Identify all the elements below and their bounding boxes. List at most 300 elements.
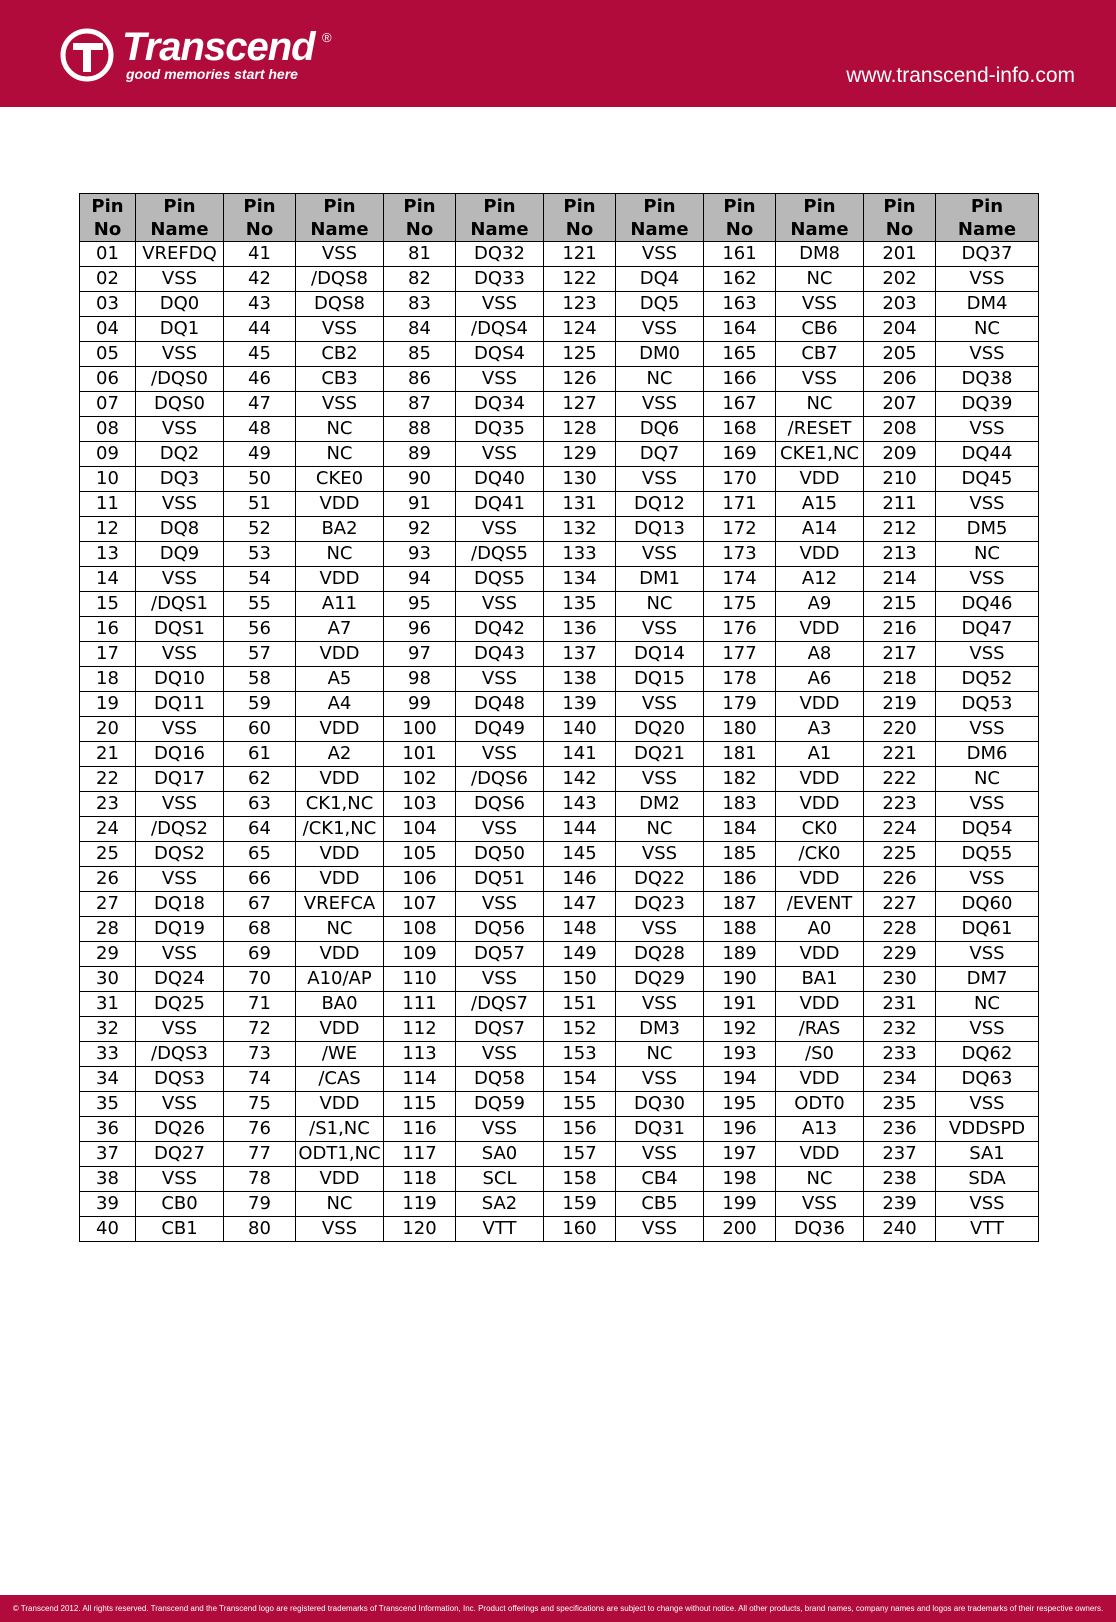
pin-name-cell: VDD — [296, 1167, 384, 1192]
pin-name-cell: VSS — [296, 1217, 384, 1242]
pin-number-cell: 116 — [384, 1117, 456, 1142]
table-row — [80, 1167, 1039, 1192]
pin-number-cell: 136 — [544, 617, 616, 642]
pin-number-cell: 149 — [544, 942, 616, 967]
registered-mark: ® — [322, 30, 332, 45]
pin-name-cell: DQ11 — [136, 692, 224, 717]
header-pin-no-line1: Pin — [563, 195, 596, 217]
pin-number-cell: 191 — [704, 992, 776, 1017]
pin-number-cell: 140 — [544, 717, 616, 742]
pin-name-cell: VREFDQ — [136, 242, 224, 267]
pin-number-cell: 230 — [864, 967, 936, 992]
pin-name-cell: /DQS3 — [136, 1042, 224, 1067]
pin-name-cell: VDD — [296, 767, 384, 792]
pin-number-cell: 52 — [224, 517, 296, 542]
header-pin-no-line1: Pin — [883, 195, 916, 217]
pin-number-cell: 234 — [864, 1067, 936, 1092]
table-row — [80, 542, 1039, 567]
pin-name-cell: DQ34 — [456, 392, 544, 417]
pin-number-cell: 46 — [224, 367, 296, 392]
pin-name-cell: VSS — [136, 1017, 224, 1042]
pin-name-cell: CKE0 — [296, 467, 384, 492]
pin-name-cell: DQ37 — [936, 242, 1039, 267]
header-pin-no — [384, 194, 456, 242]
table-row — [80, 1217, 1039, 1242]
pin-number-cell: 137 — [544, 642, 616, 667]
pin-name-cell: /DQS1 — [136, 592, 224, 617]
pin-number-cell: 143 — [544, 792, 616, 817]
header-pin-no-line2: No — [405, 218, 434, 240]
pin-number-cell: 92 — [384, 517, 456, 542]
pin-number-cell: 45 — [224, 342, 296, 367]
table-row — [80, 1042, 1039, 1067]
pin-number-cell: 164 — [704, 317, 776, 342]
pin-number-cell: 146 — [544, 867, 616, 892]
pin-name-cell: VDD — [296, 492, 384, 517]
pin-name-cell: VDD — [776, 692, 864, 717]
pin-name-cell: DQ5 — [616, 292, 704, 317]
pin-name-cell: VSS — [456, 292, 544, 317]
header-pin-name-line2: Name — [957, 218, 1017, 240]
pin-name-cell: DQ61 — [936, 917, 1039, 942]
pin-name-cell: CKE1,NC — [776, 442, 864, 467]
header-pin-no-line2: No — [245, 218, 274, 240]
pin-number-cell: 19 — [80, 692, 136, 717]
pin-number-cell: 210 — [864, 467, 936, 492]
pin-number-cell: 145 — [544, 842, 616, 867]
header-pin-name — [616, 194, 704, 242]
pin-name-cell: DQ17 — [136, 767, 224, 792]
pin-name-cell: VSS — [456, 742, 544, 767]
pin-number-cell: 129 — [544, 442, 616, 467]
pin-number-cell: 40 — [80, 1217, 136, 1242]
table-row — [80, 367, 1039, 392]
pin-number-cell: 125 — [544, 342, 616, 367]
pin-name-cell: DQ22 — [616, 867, 704, 892]
pin-name-cell: VSS — [296, 242, 384, 267]
footer-copyright: © Transcend 2012. All rights reserved. Transcend and the Transcend logo are registered trademarks of Transcend Information, Inc. Product offerings and specifications are subject to change without notice. All other products, brand names, company names and logos are trademarks of their respective owners. — [0, 1595, 1116, 1622]
pin-number-cell: 219 — [864, 692, 936, 717]
pin-number-cell: 05 — [80, 342, 136, 367]
pin-number-cell: 44 — [224, 317, 296, 342]
website-url[interactable]: www.transcend-info.com — [846, 64, 1075, 87]
table-row — [80, 692, 1039, 717]
pin-number-cell: 147 — [544, 892, 616, 917]
pin-number-cell: 208 — [864, 417, 936, 442]
pin-name-cell: A9 — [776, 592, 864, 617]
pin-number-cell: 86 — [384, 367, 456, 392]
pin-name-cell: VSS — [616, 767, 704, 792]
pin-name-cell: VSS — [136, 942, 224, 967]
header-pin-name — [456, 194, 544, 242]
pin-number-cell: 211 — [864, 492, 936, 517]
pin-name-cell: DM7 — [936, 967, 1039, 992]
pin-name-cell: VSS — [936, 267, 1039, 292]
pin-name-cell: DQ23 — [616, 892, 704, 917]
pin-number-cell: 144 — [544, 817, 616, 842]
pin-number-cell: 64 — [224, 817, 296, 842]
pin-number-cell: 202 — [864, 267, 936, 292]
pin-name-cell: VSS — [136, 792, 224, 817]
pin-number-cell: 142 — [544, 767, 616, 792]
pin-number-cell: 169 — [704, 442, 776, 467]
table-row — [80, 242, 1039, 267]
pin-number-cell: 200 — [704, 1217, 776, 1242]
pin-number-cell: 51 — [224, 492, 296, 517]
table-row — [80, 792, 1039, 817]
pin-number-cell: 183 — [704, 792, 776, 817]
pin-name-cell: VDD — [296, 1017, 384, 1042]
pin-number-cell: 135 — [544, 592, 616, 617]
pin-name-cell: CK0 — [776, 817, 864, 842]
pin-name-cell: DQ55 — [936, 842, 1039, 867]
pin-number-cell: 55 — [224, 592, 296, 617]
pin-number-cell: 65 — [224, 842, 296, 867]
pin-number-cell: 178 — [704, 667, 776, 692]
pin-name-cell: VSS — [136, 717, 224, 742]
pin-name-cell: NC — [296, 417, 384, 442]
pin-number-cell: 20 — [80, 717, 136, 742]
pin-name-cell: VSS — [616, 842, 704, 867]
pin-name-cell: ODT1,NC — [296, 1142, 384, 1167]
pin-number-cell: 89 — [384, 442, 456, 467]
table-row — [80, 1092, 1039, 1117]
pin-number-cell: 71 — [224, 992, 296, 1017]
pin-name-cell: /DQS6 — [456, 767, 544, 792]
pin-name-cell: /DQS7 — [456, 992, 544, 1017]
pin-number-cell: 120 — [384, 1217, 456, 1242]
pin-name-cell: NC — [776, 1167, 864, 1192]
pin-number-cell: 127 — [544, 392, 616, 417]
pin-name-cell: VSS — [936, 492, 1039, 517]
pin-number-cell: 130 — [544, 467, 616, 492]
table-row — [80, 517, 1039, 542]
pin-number-cell: 97 — [384, 642, 456, 667]
pin-name-cell: DQ20 — [616, 717, 704, 742]
pin-name-cell: NC — [616, 817, 704, 842]
header-pin-no — [864, 194, 936, 242]
pin-name-cell: VSS — [616, 542, 704, 567]
pin-number-cell: 106 — [384, 867, 456, 892]
header-pin-name-line1: Pin — [483, 195, 516, 217]
pin-number-cell: 184 — [704, 817, 776, 842]
pin-number-cell: 07 — [80, 392, 136, 417]
table-row — [80, 342, 1039, 367]
pin-number-cell: 152 — [544, 1017, 616, 1042]
table-row — [80, 392, 1039, 417]
pin-name-cell: DQ1 — [136, 317, 224, 342]
pin-number-cell: 155 — [544, 1092, 616, 1117]
table-row — [80, 1192, 1039, 1217]
pin-number-cell: 236 — [864, 1117, 936, 1142]
pin-number-cell: 171 — [704, 492, 776, 517]
pin-number-cell: 215 — [864, 592, 936, 617]
pin-number-cell: 177 — [704, 642, 776, 667]
pin-number-cell: 87 — [384, 392, 456, 417]
pin-name-cell: DQ4 — [616, 267, 704, 292]
pin-number-cell: 188 — [704, 917, 776, 942]
pin-name-cell: DQ35 — [456, 417, 544, 442]
pin-name-cell: DQ30 — [616, 1092, 704, 1117]
pin-name-cell: A5 — [296, 667, 384, 692]
pin-name-cell: VSS — [136, 867, 224, 892]
header-pin-name-line2: Name — [470, 218, 529, 240]
table-row — [80, 942, 1039, 967]
pin-number-cell: 79 — [224, 1192, 296, 1217]
pin-name-cell: CB5 — [616, 1192, 704, 1217]
pin-name-cell: DQ36 — [776, 1217, 864, 1242]
table-row — [80, 1117, 1039, 1142]
pin-number-cell: 179 — [704, 692, 776, 717]
table-row — [80, 292, 1039, 317]
pin-number-cell: 16 — [80, 617, 136, 642]
pin-name-cell: /CK1,NC — [296, 817, 384, 842]
pin-name-cell: BA2 — [296, 517, 384, 542]
pin-name-cell: DQ31 — [616, 1117, 704, 1142]
pin-name-cell: DQ24 — [136, 967, 224, 992]
pin-number-cell: 85 — [384, 342, 456, 367]
pin-number-cell: 165 — [704, 342, 776, 367]
pin-number-cell: 170 — [704, 467, 776, 492]
pin-number-cell: 182 — [704, 767, 776, 792]
pin-number-cell: 111 — [384, 992, 456, 1017]
pin-name-cell: DQ9 — [136, 542, 224, 567]
pin-number-cell: 118 — [384, 1167, 456, 1192]
pin-name-cell: DM8 — [776, 242, 864, 267]
pin-name-cell: /EVENT — [776, 892, 864, 917]
pin-name-cell: CB7 — [776, 342, 864, 367]
pin-name-cell: VDD — [296, 842, 384, 867]
pin-name-cell: NC — [936, 542, 1039, 567]
pin-name-cell: DQ45 — [936, 467, 1039, 492]
pin-number-cell: 69 — [224, 942, 296, 967]
pin-number-cell: 214 — [864, 567, 936, 592]
pin-name-cell: VSS — [136, 417, 224, 442]
pin-number-cell: 161 — [704, 242, 776, 267]
pin-number-cell: 232 — [864, 1017, 936, 1042]
pin-name-cell: DQ32 — [456, 242, 544, 267]
pin-name-cell: VSS — [936, 1092, 1039, 1117]
pin-number-cell: 166 — [704, 367, 776, 392]
pin-number-cell: 60 — [224, 717, 296, 742]
pin-number-cell: 175 — [704, 592, 776, 617]
header-pin-no-line2: No — [885, 218, 914, 240]
pin-number-cell: 115 — [384, 1092, 456, 1117]
pin-number-cell: 67 — [224, 892, 296, 917]
pin-number-cell: 235 — [864, 1092, 936, 1117]
pin-name-cell: DQ46 — [936, 592, 1039, 617]
pin-name-cell: DQ38 — [936, 367, 1039, 392]
pin-name-cell: VDD — [296, 1092, 384, 1117]
pin-number-cell: 206 — [864, 367, 936, 392]
pin-number-cell: 83 — [384, 292, 456, 317]
header-pin-name-line1: Pin — [323, 195, 356, 217]
pin-name-cell: DQ50 — [456, 842, 544, 867]
pin-name-cell: VSS — [136, 642, 224, 667]
pin-number-cell: 96 — [384, 617, 456, 642]
pin-number-cell: 68 — [224, 917, 296, 942]
pin-name-cell: VSS — [136, 1167, 224, 1192]
pin-name-cell: /DQS4 — [456, 317, 544, 342]
pin-name-cell: DQ28 — [616, 942, 704, 967]
pin-number-cell: 94 — [384, 567, 456, 592]
pin-number-cell: 122 — [544, 267, 616, 292]
pin-name-cell: DQ63 — [936, 1067, 1039, 1092]
pin-number-cell: 100 — [384, 717, 456, 742]
pin-name-cell: VDD — [296, 867, 384, 892]
pin-name-cell: DQ8 — [136, 517, 224, 542]
pin-name-cell: VDD — [776, 942, 864, 967]
pin-number-cell: 233 — [864, 1042, 936, 1067]
pin-name-cell: VDD — [296, 642, 384, 667]
pin-name-cell: VSS — [936, 342, 1039, 367]
pin-number-cell: 42 — [224, 267, 296, 292]
pin-number-cell: 38 — [80, 1167, 136, 1192]
header-pin-name-line2: Name — [150, 218, 209, 240]
pin-number-cell: 88 — [384, 417, 456, 442]
pin-name-cell: VSS — [136, 567, 224, 592]
pin-name-cell: VSS — [776, 292, 864, 317]
pin-name-cell: VDD — [776, 617, 864, 642]
pin-name-cell: VDD — [776, 1142, 864, 1167]
pin-name-cell: VSS — [616, 1067, 704, 1092]
pin-number-cell: 201 — [864, 242, 936, 267]
pin-number-cell: 08 — [80, 417, 136, 442]
pin-name-cell: VDD — [776, 867, 864, 892]
header-pin-no-line2: No — [93, 218, 122, 240]
pin-name-cell: NC — [616, 367, 704, 392]
pin-name-cell: VSS — [296, 317, 384, 342]
pin-name-cell: DQ18 — [136, 892, 224, 917]
pin-name-cell: NC — [616, 1042, 704, 1067]
pin-number-cell: 107 — [384, 892, 456, 917]
pin-name-cell: DQ15 — [616, 667, 704, 692]
pin-number-cell: 185 — [704, 842, 776, 867]
pin-name-cell: NC — [936, 767, 1039, 792]
pin-name-cell: A12 — [776, 567, 864, 592]
pin-number-cell: 205 — [864, 342, 936, 367]
pin-number-cell: 121 — [544, 242, 616, 267]
pin-name-cell: SA1 — [936, 1142, 1039, 1167]
pin-name-cell: VSS — [456, 367, 544, 392]
pin-name-cell: /DQS8 — [296, 267, 384, 292]
pin-number-cell: 91 — [384, 492, 456, 517]
pin-name-cell: A1 — [776, 742, 864, 767]
pin-name-cell: DQ21 — [616, 742, 704, 767]
pin-name-cell: VDD — [296, 717, 384, 742]
pin-name-cell: DQ60 — [936, 892, 1039, 917]
pin-name-cell: VSS — [456, 892, 544, 917]
pin-number-cell: 66 — [224, 867, 296, 892]
pin-name-cell: VSS — [456, 442, 544, 467]
header-pin-no — [544, 194, 616, 242]
pin-number-cell: 108 — [384, 917, 456, 942]
pin-number-cell: 95 — [384, 592, 456, 617]
pin-number-cell: 06 — [80, 367, 136, 392]
header-pin-no-line2: No — [725, 218, 754, 240]
pin-number-cell: 24 — [80, 817, 136, 842]
pin-name-cell: VSS — [616, 917, 704, 942]
table-row — [80, 892, 1039, 917]
pin-number-cell: 80 — [224, 1217, 296, 1242]
pin-number-cell: 141 — [544, 742, 616, 767]
pin-name-cell: VDD — [776, 767, 864, 792]
pin-number-cell: 158 — [544, 1167, 616, 1192]
pin-number-cell: 12 — [80, 517, 136, 542]
pin-name-cell: VSS — [136, 492, 224, 517]
pin-name-cell: CB4 — [616, 1167, 704, 1192]
pin-name-cell: VSS — [776, 1192, 864, 1217]
pin-name-cell: DQ41 — [456, 492, 544, 517]
pin-name-cell: SA0 — [456, 1142, 544, 1167]
pin-number-cell: 59 — [224, 692, 296, 717]
pin-name-cell: A7 — [296, 617, 384, 642]
pin-number-cell: 216 — [864, 617, 936, 642]
pin-number-cell: 36 — [80, 1117, 136, 1142]
pin-name-cell: A2 — [296, 742, 384, 767]
pin-name-cell: DQ39 — [936, 392, 1039, 417]
table-row — [80, 917, 1039, 942]
pin-number-cell: 218 — [864, 667, 936, 692]
pin-name-cell: VSS — [936, 642, 1039, 667]
pin-number-cell: 98 — [384, 667, 456, 692]
pin-number-cell: 195 — [704, 1092, 776, 1117]
pin-name-cell: CB6 — [776, 317, 864, 342]
pin-number-cell: 31 — [80, 992, 136, 1017]
table-row — [80, 717, 1039, 742]
pin-number-cell: 212 — [864, 517, 936, 542]
pin-number-cell: 190 — [704, 967, 776, 992]
pin-number-cell: 221 — [864, 742, 936, 767]
pin-name-cell: VSS — [296, 392, 384, 417]
pin-name-cell: VSS — [616, 467, 704, 492]
pin-number-cell: 133 — [544, 542, 616, 567]
pin-name-cell: DQ48 — [456, 692, 544, 717]
pin-name-cell: SDA — [936, 1167, 1039, 1192]
pin-name-cell: DQ29 — [616, 967, 704, 992]
pin-name-cell: A11 — [296, 592, 384, 617]
table-row — [80, 317, 1039, 342]
pin-name-cell: DQ43 — [456, 642, 544, 667]
header-pin-name-line2: Name — [790, 218, 849, 240]
table-row — [80, 617, 1039, 642]
pin-name-cell: VSS — [456, 592, 544, 617]
pin-name-cell: DQS7 — [456, 1017, 544, 1042]
pin-number-cell: 156 — [544, 1117, 616, 1142]
pin-name-cell: NC — [296, 917, 384, 942]
pin-number-cell: 172 — [704, 517, 776, 542]
pin-name-cell: VSS — [936, 1192, 1039, 1217]
header-pin-no-line2: No — [565, 218, 594, 240]
pin-name-cell: DQ56 — [456, 917, 544, 942]
header-pin-no-line1: Pin — [91, 195, 124, 217]
pin-name-cell: DQ44 — [936, 442, 1039, 467]
pin-number-cell: 209 — [864, 442, 936, 467]
pin-number-cell: 139 — [544, 692, 616, 717]
brand-name: Transcend — [122, 25, 315, 69]
pin-name-cell: VSS — [616, 317, 704, 342]
header-pin-name-line2: Name — [630, 218, 689, 240]
pin-name-cell: DQ19 — [136, 917, 224, 942]
pin-name-cell: VSS — [456, 1042, 544, 1067]
pin-number-cell: 153 — [544, 1042, 616, 1067]
pin-number-cell: 119 — [384, 1192, 456, 1217]
pin-name-cell: DM6 — [936, 742, 1039, 767]
pin-name-cell: A10/AP — [296, 967, 384, 992]
pin-number-cell: 229 — [864, 942, 936, 967]
table-row — [80, 767, 1039, 792]
pin-number-cell: 49 — [224, 442, 296, 467]
